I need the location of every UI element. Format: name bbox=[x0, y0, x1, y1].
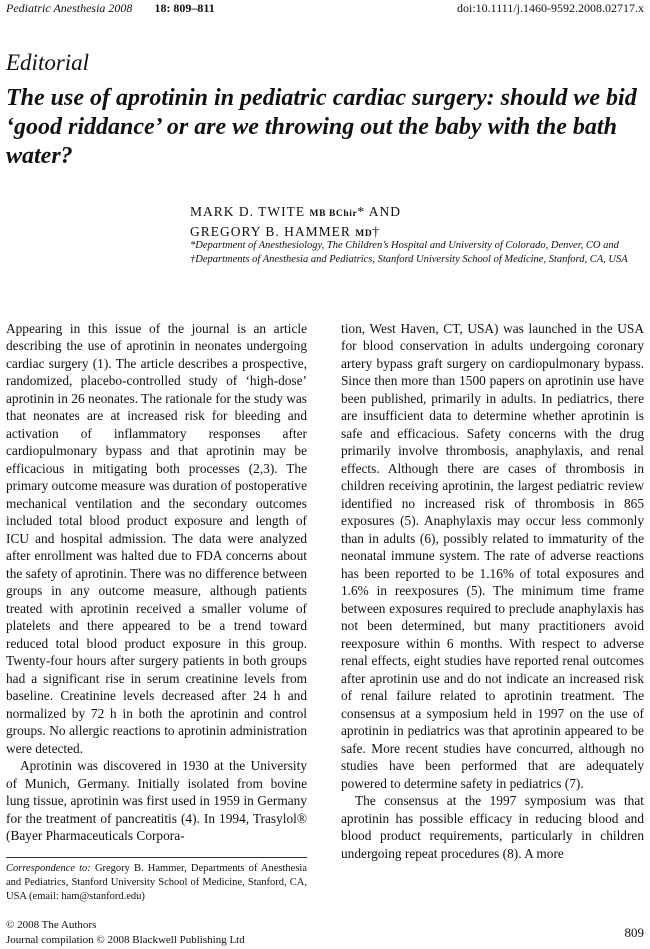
correspondence-label: Correspondence to: bbox=[6, 863, 91, 874]
running-header bbox=[6, 1, 215, 16]
correspondence-text: Gregory B. Hammer, Departments of Anesthesia and Pediatrics, Stanford University School of Medicine, Stanford, CA, USA (email: ham@stanford.edu) bbox=[6, 863, 307, 902]
journal-name: Pediatric Anesthesia 2008 bbox=[6, 1, 133, 15]
affiliation: *Department of Anesthesiology, The Children’s Hospital and University of Colorado, Denver, CO and †Departments of Anesthesia and Pediatrics, Stanford University School of Medicine, Stanford, CA, USA bbox=[190, 240, 628, 265]
article-title: The use of aprotinin in pediatric cardiac surgery: should we bid ‘good riddance’ or are we throwing out the baby with the bath water? bbox=[6, 85, 637, 169]
volume-pages: 18: 809–811 bbox=[154, 1, 215, 15]
paragraph: tion, West Haven, CT, USA) was launched in the USA for blood conservation in adults undergoing coronary artery bypass graft surgery on cardiopulmonary bypass. Since then more than 1500 papers on aprotinin use have been published, primarily in adults. In pediatrics, there are insufficient data to determine whether aprotinin is safe and efficacious. Safety concerns with the drug primarily involve thrombosis, anaphylaxis, and renal effects. Although there are cases of thrombosis in children receiving aprotinin, the largest pediatric review identified no increased risk of thrombosis in 865 exposures (5). Anaphylaxis may occur less commonly than in adults (6), possibly related to immaturity of the neonatal immune system. The rate of adverse reactions has been reported to be 1.16% of total exposures and 1.6% in reexposures (5). The minimum time frame between exposures required to preclude anaphylaxis has not been determined, but many practitioners avoid reexposure within 6 months. With respect to adverse renal effects, eight studies have reported renal outcomes after aprotinin use and do not indicate an increased risk of renal failure related to aprotinin treatment. The consensus at a symposium held in 1997 on the use of aprotinin in pediatrics was that aprotinin appeared to be safe. More recent studies have concurred, although no studies have been performed that are adequately powered to determine safety in pediatrics (7). bbox=[341, 321, 644, 791]
doi: doi:10.1111/j.1460-9592.2008.02717.x bbox=[457, 1, 644, 15]
author-mark: † bbox=[372, 224, 381, 239]
author-line-1 bbox=[190, 203, 401, 223]
author-mark: * AND bbox=[357, 204, 401, 219]
author-degree: MB BChir bbox=[309, 209, 358, 219]
paragraph: Aprotinin was discovered in 1930 at the University of Munich, Germany. Initially isolated from bovine lung tissue, aprotinin was first used in 1959 in Germany for the treatment of pancreatitis (4). In 1994, Trasylol® (Bayer Pharmaceuticals Corpora- bbox=[6, 758, 307, 844]
paragraph: Appearing in this issue of the journal is an article describing the use of aprotinin in neonates undergoing cardiac surgery (1). The article describes a prospective, randomized, placebo-controlled study of ‘high-dose’ aprotinin in 26 neonates. The rationale for the study was that neonates are at increased risk for bleeding and activation of inflammatory responses after cardiopulmonary bypass and that aprotinin may be efficacious in mitigating both processes (2,3). The primary outcome measure was duration of postoperative mechanical ventilation and the secondary outcomes included total blood product exposure and length of ICU and hospital admission. The data were analyzed after enrollment was halted due to FDA concerns about the safety of aprotinin. There was no difference between groups in any outcome measure, although patients treated with aprotinin received a smaller volume of platelets and there appeared to be a trend toward reduced total blood product exposure in this group. Twenty-four hours after surgery patients in both groups had a significant rise in serum creatinine levels from baseline. Creatinine levels decreased after 24 h and normalized by 72 h in both the aprotinin and control groups. No allergic reactions to aprotinin administration were detected. bbox=[6, 321, 307, 756]
body-column-left bbox=[6, 320, 307, 845]
author-name: GREGORY B. HAMMER bbox=[190, 224, 351, 239]
section-label: Editorial bbox=[6, 50, 90, 75]
correspondence-note bbox=[6, 862, 307, 904]
copyright-footer bbox=[6, 918, 245, 947]
page-number: 809 bbox=[624, 925, 644, 940]
copyright-authors: © 2008 The Authors bbox=[6, 919, 97, 931]
body-column-right bbox=[341, 320, 644, 862]
author-name: MARK D. TWITE bbox=[190, 204, 306, 219]
footnote-divider bbox=[6, 857, 307, 858]
paragraph: The consensus at the 1997 symposium was that aprotinin has possible efficacy in reducing blood and blood product requirements, particularly in children undergoing repeat procedures (8). A more bbox=[341, 793, 644, 861]
author-degree: MD bbox=[355, 229, 373, 239]
copyright-publisher: Journal compilation © 2008 Blackwell Publishing Ltd bbox=[6, 933, 245, 946]
authors bbox=[190, 203, 401, 243]
